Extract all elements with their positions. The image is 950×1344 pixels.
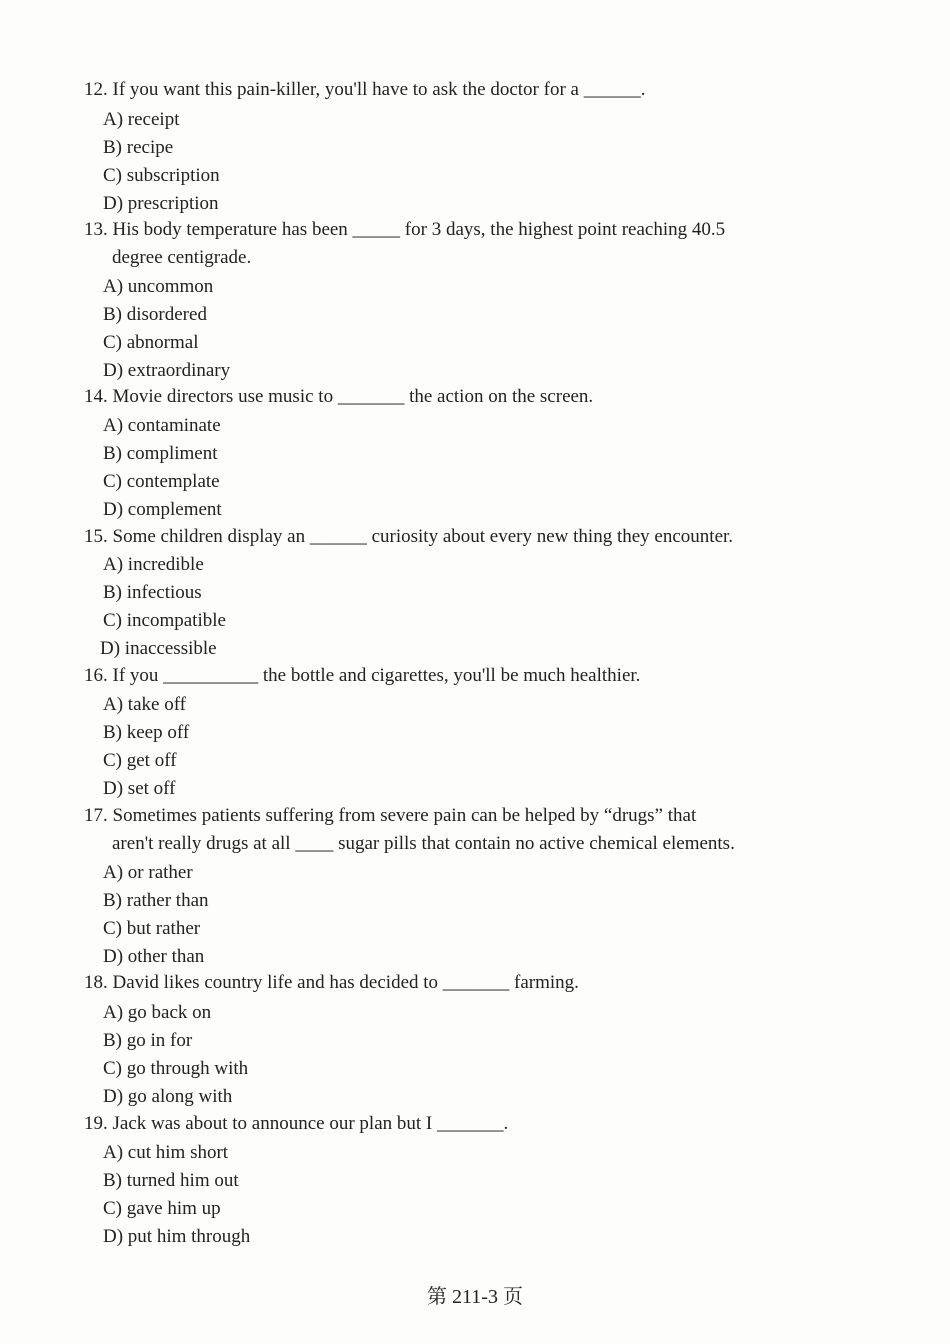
question-16-option-d: D) set off	[103, 778, 176, 799]
question-18-option-d: D) go along with	[103, 1086, 233, 1107]
question-15-stem: 15. Some children display an ______ curiosity about every new thing they encounter.	[84, 526, 734, 547]
question-16-option-b: B) keep off	[103, 722, 190, 743]
question-12-stem: 12. If you want this pain-killer, you'll have to ask the doctor for a ______.	[84, 79, 646, 100]
question-19-option-d: D) put him through	[103, 1226, 251, 1247]
page-number-footer: 第 211-3 页	[427, 1286, 523, 1308]
question-13-option-c: C) abnormal	[103, 332, 199, 353]
question-12-option-d: D) prescription	[103, 193, 219, 214]
question-16-option-a: A) take off	[103, 694, 187, 715]
question-13-option-d: D) extraordinary	[103, 360, 231, 381]
question-19-option-c: C) gave him up	[103, 1198, 221, 1219]
question-15-option-c: C) incompatible	[103, 610, 226, 631]
question-17-option-b: B) rather than	[103, 890, 209, 911]
question-17-option-c: C) but rather	[103, 918, 201, 939]
question-13-option-b: B) disordered	[103, 304, 207, 325]
question-16-option-c: C) get off	[103, 750, 177, 771]
question-13-stem	[84, 216, 784, 272]
question-17-option-d: D) other than	[103, 946, 205, 967]
question-15-option-a: A) incredible	[103, 554, 204, 575]
question-19-option-b: B) turned him out	[103, 1170, 239, 1191]
question-18-option-c: C) go through with	[103, 1058, 249, 1079]
question-18-option-b: B) go in for	[103, 1030, 193, 1051]
question-12-option-c: C) subscription	[103, 165, 220, 186]
question-14-option-c: C) contemplate	[103, 471, 220, 492]
question-12-option-b: B) recipe	[103, 137, 174, 158]
question-16-stem: 16. If you __________ the bottle and cigarettes, you'll be much healthier.	[84, 665, 641, 686]
question-17-option-a: A) or rather	[103, 862, 193, 883]
question-14-stem: 14. Movie directors use music to _______ the action on the screen.	[84, 386, 594, 407]
question-19-option-a: A) cut him short	[103, 1142, 229, 1163]
question-18-option-a: A) go back on	[103, 1002, 212, 1023]
question-15-option-d: D) inaccessible	[100, 638, 217, 659]
question-14-option-a: A) contaminate	[103, 415, 221, 436]
question-13-stem-line2: degree centigrade.	[112, 247, 252, 268]
question-13-stem-line1: 13. His body temperature has been _____ for 3 days, the highest point reaching 40.5	[84, 219, 726, 240]
question-14-option-d: D) complement	[103, 499, 222, 520]
question-12-option-a: A) receipt	[103, 109, 180, 130]
question-18-stem: 18. David likes country life and has decided to _______ farming.	[84, 972, 579, 993]
question-17-stem-line2: aren't really drugs at all ____ sugar pills that contain no active chemical elements.	[112, 833, 735, 854]
question-15-option-b: B) infectious	[103, 582, 202, 603]
question-17-stem	[84, 802, 784, 858]
question-13-option-a: A) uncommon	[103, 276, 214, 297]
question-14-option-b: B) compliment	[103, 443, 218, 464]
question-17-stem-line1: 17. Sometimes patients suffering from severe pain can be helped by “drugs” that	[84, 805, 697, 826]
question-19-stem: 19. Jack was about to announce our plan but I _______.	[84, 1113, 509, 1134]
